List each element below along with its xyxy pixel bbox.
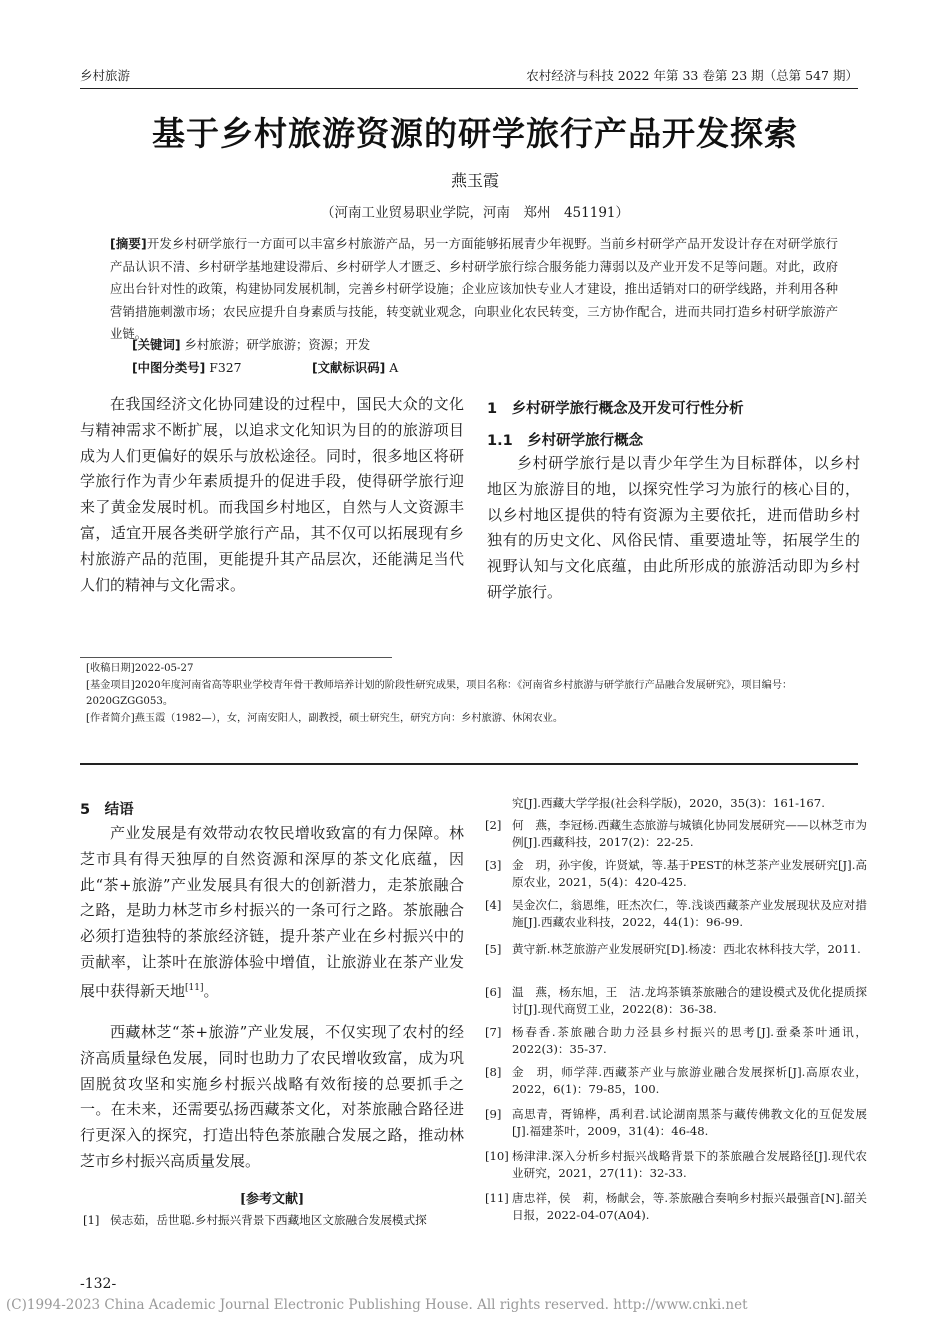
abstract-label: [摘要] [110,236,147,251]
citation-marker: [11] [185,982,204,993]
references-heading: [参考文献] [239,1192,305,1207]
reference-number: [7] [485,1025,502,1039]
reference-text: 金 玥，孙宇俊，许贤斌，等.基于PEST的林芝茶产业发展研究[J].高原农业，2021，5(4)：420-425. [512,858,867,889]
keywords [132,335,370,353]
section-1-1-heading: 1.1 乡村研学旅行概念 [487,433,644,449]
section-5-paragraph-1-text: 产业发展是有效带动农牧民增收致富的有力保障。林芝市具有得天独厚的自然资源和深厚的茶文化底蕴，因此“茶+旅游”产业发展具有很大的创新潜力，走茶旅融合之路，是助力林芝市乡村振兴的一条可行之路。茶旅融合必须打造独特的茶旅经济链，提升茶产业在乡村振兴中的贡献率，让茶叶在旅游体验中增值，让旅游业在茶产业发展中获得新天地 [80,824,464,1000]
reference-number: [2] [485,818,502,832]
author-name: 燕玉霞 [450,171,499,190]
article-title: 基于乡村旅游资源的研学旅行产品开发探索 [152,114,798,153]
reference-text: 黄守新.林芝旅游产业发展研究[D].杨凌：西北农林科技大学，2011. [512,942,861,956]
classification-value: F327 [209,360,242,375]
reference-text: 杨春香.茶旅融合助力泾县乡村振兴的思考[J].蚕桑茶叶通讯，2022(3)：35-37. [512,1025,867,1056]
reference-item [485,1190,867,1223]
document-code [312,358,398,376]
header-rule [80,88,858,89]
reference-text-part2: 究[J].西藏大学学报(社会科学版)，2020，35(3)：161-167. [512,796,825,810]
reference-text-part1: 侯志茹，岳世聪.乡村振兴背景下西藏地区文旅融合发展模式探 [110,1213,427,1227]
reference-item [485,1106,867,1139]
copyright-watermark: (C)1994-2023 China Academic Journal Electronic Publishing House. All rights reserved. http://www.cnki.net [6,1297,748,1313]
page-number: -132- [80,1276,117,1292]
reference-text: 杨津津.深入分析乡村振兴战略背景下的茶旅融合发展路径[J].现代农业研究，2021，27(11)：32-33. [512,1149,867,1180]
document-code-label: [文献标识码] [312,360,386,375]
running-header-left: 乡村旅游 [80,68,131,83]
intro-paragraph: 在我国经济文化协同建设的过程中，国民大众的文化与精神需求不断扩展，以追求文化知识为目的的旅游项目成为人们更偏好的娱乐与放松途径。同时，很多地区将研学旅行作为青少年素质提升的促进手段，使得研学旅行迎来了黄金发展时机。而我国乡村地区，自然与人文资源丰富，适宜开展各类研学旅行产品，其不仅可以拓展现有乡村旅游产品的范围，更能提升其产品层次，还能满足当代人们的精神与文化需求。 [80,395,464,594]
keywords-value: 乡村旅游；研学旅游；资源；开发 [184,337,371,352]
reference-number: [4] [485,898,502,912]
author-bio-value: 燕玉霞（1982—），女，河南安阳人，副教授，硕士研究生，研究方向：乡村旅游、休闲农业。 [134,713,564,724]
keywords-label: [关键词] [132,337,181,352]
section-1-heading: 1 乡村研学旅行概念及开发可行性分析 [487,401,744,417]
section-5-paragraph-1 [80,821,464,1005]
reference-number: [3] [485,858,502,872]
abstract-text: 开发乡村研学旅行一方面可以丰富乡村旅游产品，另一方面能够拓展青少年视野。当前乡村研学产品开发设计存在对研学旅行产品认识不清、乡村研学基地建设滞后、乡村研学人才匮乏、乡村研学旅行综合服务能力薄弱以及产业开发不足等问题。对此，政府应出台针对性的政策，构建协同发展机制，完善乡村研学设施；企业应该加快专业人才建设，推出适销对口的研学线路，并利用各种营销措施刺激市场；农民应提升自身素质与技能，转变就业观念，向职业化农民转变，三方协作配合，进而共同打造乡村研学旅游产业链。 [110,236,839,341]
reference-item-continuation [512,795,867,812]
reference-text: 何 燕，李冠杨.西藏生态旅游与城镇化协同发展研究——以林芝市为例[J].西藏科技，2017(2)：22-25. [512,818,867,849]
reference-number: [11] [485,1191,509,1205]
author-affiliation: （河南工业贸易职业学院，河南 郑州 451191） [320,205,630,221]
reference-text: 温 燕，杨东旭，王 洁.龙坞茶镇茶旅融合的建设模式及优化提质探讨[J].现代商贸工业，2022(8)：36-38. [512,985,867,1016]
section-5-paragraph-1-end: 。 [203,981,219,1000]
reference-text: 吴金次仁，翁恩维，旺杰次仁，等.浅谈西藏茶产业发展现状及应对措施[J].西藏农业科技，2022，44(1)：96-99. [512,898,867,929]
reference-item [83,1212,465,1229]
document-code-value: A [389,360,399,375]
reference-item [485,1148,867,1181]
reference-item [485,857,867,890]
footnote-received [86,661,860,677]
reference-text: 高思青，胥锦桦，禹利君.试论湖南黑茶与藏传佛教文化的互促发展[J].福建茶叶，2009，31(4)：46-48. [512,1107,867,1138]
reference-item [485,817,867,850]
reference-text: 金 玥，师学萍.西藏茶产业与旅游业融合发展探析[J].高原农业，2022，6(1)：79-85，100. [512,1065,867,1096]
fund-label: [基金项目] [86,680,135,691]
classification-label: [中图分类号] [132,360,206,375]
footnote-author [86,711,860,727]
reference-item [485,1024,867,1057]
reference-item [485,897,867,930]
footnote-rule [80,657,392,658]
reference-item [485,941,867,958]
reference-item [485,1064,867,1097]
reference-number: [5] [485,942,502,956]
received-value: 2022-05-27 [134,663,194,674]
abstract [110,233,838,346]
footnote-fund [86,678,860,709]
page-section-divider [80,763,858,765]
fund-value: 2020年度河南省高等职业学校青年骨干教师培养计划的阶段性研究成果，项目名称：《河南省乡村旅游与研学旅行产品融合发展研究》，项目编号：2020GZGG053。 [86,680,793,707]
section-1-1-paragraph: 乡村研学旅行是以青少年学生为目标群体，以乡村地区为旅游目的地，以探究性学习为旅行的核心目的，以乡村地区提供的特有资源为主要依托，进而借助乡村独有的历史文化、风俗民情、重要遗址等，拓展学生的视野认知与文化底蕴，由此所形成的旅游活动即为乡村研学旅行。 [487,454,860,601]
section-5-paragraph-2: 西藏林芝“茶+旅游”产业发展，不仅实现了农村的经济高质量绿色发展，同时也助力了农民增收致富，成为巩固脱贫攻坚和实施乡村振兴战略有效衔接的总要抓手之一。在未来，还需要弘扬西藏茶文化，对茶旅融合路径进行更深入的探究，打造出特色茶旅融合发展之路，推动林芝市乡村振兴高质量发展。 [80,1023,464,1170]
classification [132,358,241,376]
reference-number: [9] [485,1107,502,1121]
reference-number: [6] [485,985,502,999]
reference-number: [1] [83,1213,100,1227]
reference-number: [8] [485,1065,502,1079]
received-label: [收稿日期] [86,663,135,674]
reference-item [485,984,867,1017]
reference-text: 唐忠祥，侯 莉，杨献会，等.茶旅融合奏响乡村振兴最强音[N].韶关日报，2022-04-07(A04). [512,1191,867,1222]
running-header-right: 农村经济与科技 2022 年第 33 卷第 23 期（总第 547 期） [526,68,858,83]
author-bio-label: [作者简介] [86,713,135,724]
section-5-heading: 5 结语 [80,802,134,818]
reference-number: [10] [485,1149,509,1163]
